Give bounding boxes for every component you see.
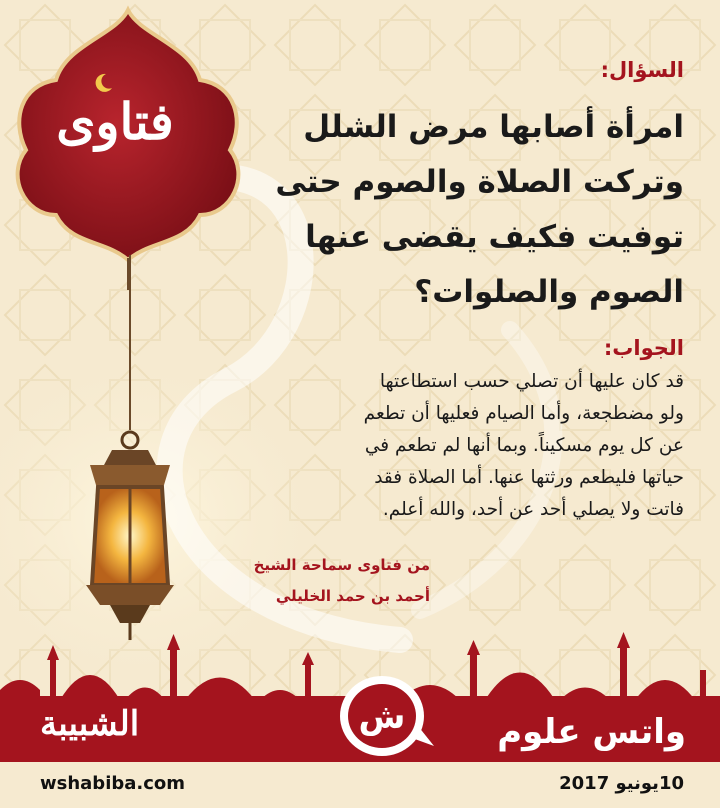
answer-line: قد كان عليها أن تصلي حسب استطاعتها: [379, 371, 684, 392]
question-line: الصوم والصلوات؟: [414, 274, 684, 310]
answer-label: الجواب:: [603, 336, 684, 360]
source-line-1: من فتاوى سماحة الشيخ: [253, 556, 430, 574]
question-line: وتركت الصلاة والصوم حتى: [275, 164, 684, 200]
question-label: السؤال:: [600, 58, 684, 82]
brand-logo: الشبيبة: [40, 704, 140, 744]
question-line: امرأة أصابها مرض الشلل: [303, 109, 684, 145]
publish-date: 10يونيو 2017: [559, 773, 684, 794]
program-title: واتس علوم: [497, 712, 686, 752]
source-line-2: أحمد بن حمد الخليلي: [275, 587, 430, 605]
answer-line: فاتت ولا يصلي أحد عن أحد، والله أعلم.: [382, 499, 684, 520]
website-link[interactable]: wshabiba.com: [40, 773, 186, 794]
svg-text:ش: ش: [358, 697, 406, 737]
badge-title: فتاوى: [56, 92, 174, 151]
question-line: توفيت فكيف يقضى عنها: [305, 219, 684, 255]
answer-line: ولو مضطجعة، وأما الصيام فعليها أن تطعم: [363, 403, 684, 424]
chat-bubble-logo-icon: [322, 668, 442, 768]
answer-text: [272, 366, 684, 526]
lantern-icon: [60, 255, 220, 655]
answer-line: حياتها فليطعم ورثتها عنها. أما الصلاة فقد: [374, 467, 684, 488]
crescent-icon: [92, 72, 114, 94]
question-text: [264, 100, 684, 320]
answer-line: عن كل يوم مسكيناً. وبما أنها لم تطعم في: [364, 435, 684, 456]
